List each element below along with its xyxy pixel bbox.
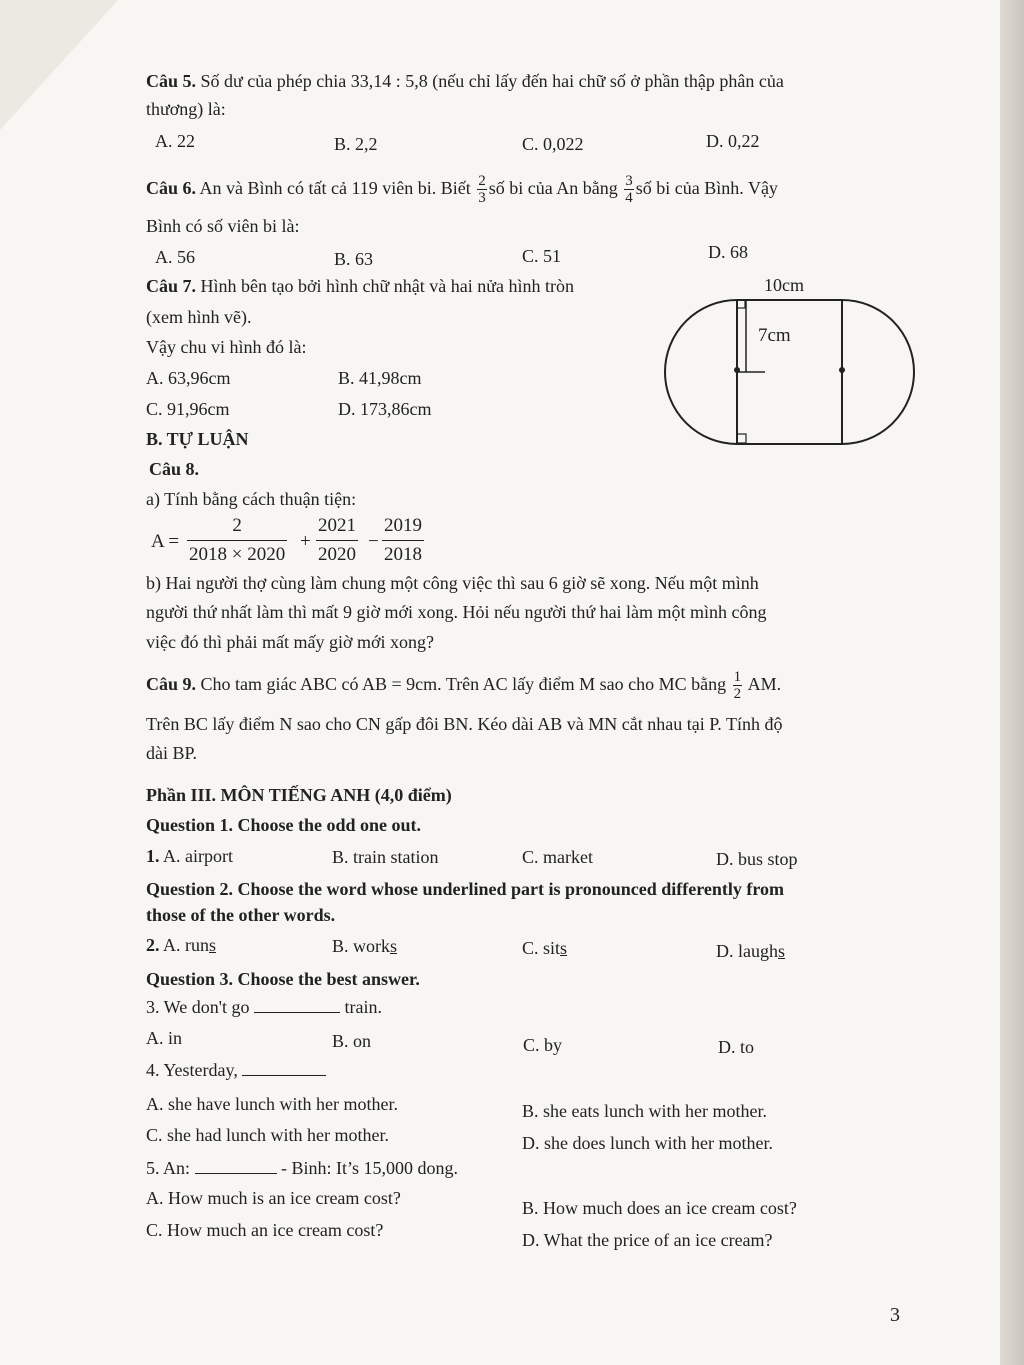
q6-fraction-1	[477, 173, 487, 206]
q8-expr-lhs: A =	[151, 531, 180, 552]
page-number: 3	[890, 1304, 900, 1326]
eq2-option-c-prefix: C. sit	[522, 938, 561, 958]
q7-label: Câu 7.	[146, 276, 197, 296]
right-angle-bottom	[737, 434, 746, 443]
eq3-q3	[146, 996, 382, 1018]
eq1-option-d: D. bus stop	[716, 849, 798, 869]
q7-text3: Vậy chu vi hình đó là:	[146, 337, 307, 357]
eq3-q3-blank	[254, 1012, 340, 1013]
eq3-q3-option-d: D. to	[718, 1037, 754, 1057]
stadium-outline	[665, 300, 914, 444]
q6-text-a: An và Bình có tất cả 119 viên bi. Biết	[196, 178, 471, 198]
q8-b-line1: b) Hai người thợ cùng làm chung một công việc thì sau 6 giờ sẽ xong. Nếu một mình	[146, 573, 759, 593]
q8-f2-num: 2021	[316, 515, 358, 541]
eq3-q4-option-a: A. she have lunch with her mother.	[146, 1094, 398, 1114]
eq3-q5-option-b: B. How much does an ice cream cost?	[522, 1198, 797, 1218]
q6-frac2-num: 3	[625, 173, 633, 190]
eq2-title2: those of the other words.	[146, 905, 336, 925]
eq3-title: Question 3. Choose the best answer.	[146, 969, 420, 989]
q5-text2: thương) là:	[146, 99, 226, 119]
q8-f1-num: 2	[187, 515, 287, 541]
height-label: 7cm	[758, 325, 791, 346]
eq3-q4-option-b: B. she eats lunch with her mother.	[522, 1101, 767, 1121]
q9-label: Câu 9.	[146, 674, 197, 694]
q8-plus: +	[300, 531, 311, 552]
q8-b-line3: việc đó thì phải mất mấy giờ mới xong?	[146, 632, 434, 652]
eq2-option-b-prefix: B. work	[332, 936, 390, 956]
q5-option-d: D. 0,22	[706, 131, 760, 151]
q7-text1: Hình bên tạo bởi hình chữ nhật và hai nửa hình tròn	[196, 276, 574, 296]
eq3-q4-option-d: D. she does lunch with her mother.	[522, 1133, 773, 1153]
eq2-option-c-underlined: s	[560, 938, 568, 958]
eq2-option-d	[716, 940, 785, 962]
q7-text2: (xem hình vẽ).	[146, 307, 252, 327]
q8-fraction-2	[316, 515, 358, 566]
q6-fraction-2	[624, 173, 634, 206]
q7-option-c: C. 91,96cm	[146, 399, 230, 419]
eq2-option-d-underlined: s	[778, 941, 786, 961]
eq3-q5-option-a: A. How much is an ice cream cost?	[146, 1188, 401, 1208]
q9-text-a: Cho tam giác ABC có AB = 9cm. Trên AC lấy điểm M sao cho MC bằng	[196, 674, 727, 694]
q8-f2-den: 2020	[318, 544, 356, 565]
eq3-q5-text-a: 5. An:	[146, 1158, 191, 1178]
q8-label: Câu 8.	[149, 459, 200, 479]
q6-label: Câu 6.	[146, 178, 197, 198]
eq2-number: 2.	[146, 935, 160, 955]
q8-f3-num: 2019	[382, 515, 424, 541]
q6-text-c: số bi của Bình. Vậy	[635, 178, 778, 198]
q8-b-line2: người thứ nhất làm thì mất 9 giờ mới xong. Hỏi nếu người thứ hai làm một mình công	[146, 602, 767, 622]
eq1-option-a	[146, 845, 233, 867]
q8-f1-den: 2018 × 2020	[189, 544, 286, 565]
eq2-option-a-underlined: s	[209, 935, 217, 955]
page-stack-edge	[1000, 0, 1024, 1365]
eq3-q4-text: 4. Yesterday,	[146, 1060, 238, 1080]
eq3-q4	[146, 1059, 326, 1081]
q9-frac-den: 2	[733, 686, 742, 703]
q6-frac1-num: 2	[478, 173, 486, 190]
q7-figure	[655, 270, 930, 455]
q9-frac-num: 1	[733, 669, 742, 686]
eq2-option-a	[146, 934, 216, 956]
q9-line3: dài BP.	[146, 743, 198, 763]
q8-fraction-3	[382, 515, 424, 566]
eq3-q3-text-b: train.	[344, 997, 382, 1017]
eq2-title1: Question 2. Choose the word whose underlined part is pronounced differently from	[146, 879, 785, 899]
q7-option-d: D. 173,86cm	[338, 399, 432, 419]
q5-option-b: B. 2,2	[334, 134, 378, 154]
eq1-number: 1.	[146, 846, 160, 866]
eq1-option-b: B. train station	[332, 847, 439, 867]
right-angle-top	[737, 300, 745, 308]
q6-text2: Bình có số viên bi là:	[146, 216, 300, 236]
q6-option-a: A. 56	[155, 247, 195, 267]
eq3-q5-text-b: - Binh: It’s 15,000 dong.	[281, 1158, 459, 1178]
section-b-title: B. TỰ LUẬN	[146, 429, 249, 449]
width-label: 10cm	[764, 275, 804, 295]
eq3-q4-blank	[242, 1075, 326, 1076]
eq1-title: Question 1. Choose the odd one out.	[146, 815, 422, 835]
eq3-q5-blank	[195, 1173, 277, 1174]
eq1-option-a-text: A. airport	[163, 846, 233, 866]
eq3-q3-option-b: B. on	[332, 1031, 372, 1051]
eq3-q3-option-c: C. by	[523, 1035, 563, 1055]
right-center-dot	[839, 367, 845, 373]
q9-line1	[146, 660, 781, 708]
q7-option-a: A. 63,96cm	[146, 368, 231, 388]
q6-frac1-den: 3	[478, 190, 486, 207]
eq3-q3-option-a: A. in	[146, 1028, 182, 1048]
q8-f3-den: 2018	[384, 544, 422, 565]
q6-text-b: số bi của An bằng	[488, 178, 618, 198]
eq1-option-c: C. market	[522, 847, 593, 867]
eq3-q5-option-d: D. What the price of an ice cream?	[522, 1230, 773, 1250]
q5-option-a: A. 22	[155, 131, 195, 151]
part3-title: Phần III. MÔN TIẾNG ANH (4,0 điểm)	[146, 785, 452, 805]
q8-fraction-1	[187, 515, 287, 566]
q9-fraction	[733, 669, 743, 702]
eq3-q5	[146, 1157, 458, 1179]
eq2-option-d-prefix: D. laugh	[716, 941, 778, 961]
q5-label: Câu 5.	[146, 71, 197, 91]
q5-line1	[146, 70, 784, 92]
q8-a-text: a) Tính bằng cách thuận tiện:	[146, 489, 357, 509]
eq2-option-b-underlined: s	[390, 936, 398, 956]
q6-option-b: B. 63	[334, 249, 374, 269]
eq3-q4-option-c: C. she had lunch with her mother.	[146, 1125, 389, 1145]
q5-text1: Số dư của phép chia 33,14 : 5,8 (nếu chỉ lấy đến hai chữ số ở phần thập phân của	[196, 71, 784, 91]
eq2-option-a-prefix: A. run	[163, 935, 210, 955]
eq2-option-c	[522, 937, 567, 959]
q5-option-c: C. 0,022	[522, 134, 584, 154]
q6-option-d: D. 68	[708, 242, 748, 262]
eq2-option-b	[332, 935, 397, 957]
q8-minus: −	[368, 531, 379, 552]
q7-line1	[146, 275, 574, 297]
left-center-dot	[734, 367, 740, 373]
q6-line1	[146, 164, 778, 212]
eq3-q5-option-c: C. How much an ice cream cost?	[146, 1220, 384, 1240]
q6-option-c: C. 51	[522, 246, 562, 266]
q7-option-b: B. 41,98cm	[338, 368, 422, 388]
q9-text-b: AM.	[747, 674, 782, 694]
q9-line2: Trên BC lấy điểm N sao cho CN gấp đôi BN. Kéo dài AB và MN cắt nhau tại P. Tính độ	[146, 714, 783, 734]
q6-frac2-den: 4	[625, 190, 633, 207]
eq3-q3-text-a: 3. We don't go	[146, 997, 250, 1017]
